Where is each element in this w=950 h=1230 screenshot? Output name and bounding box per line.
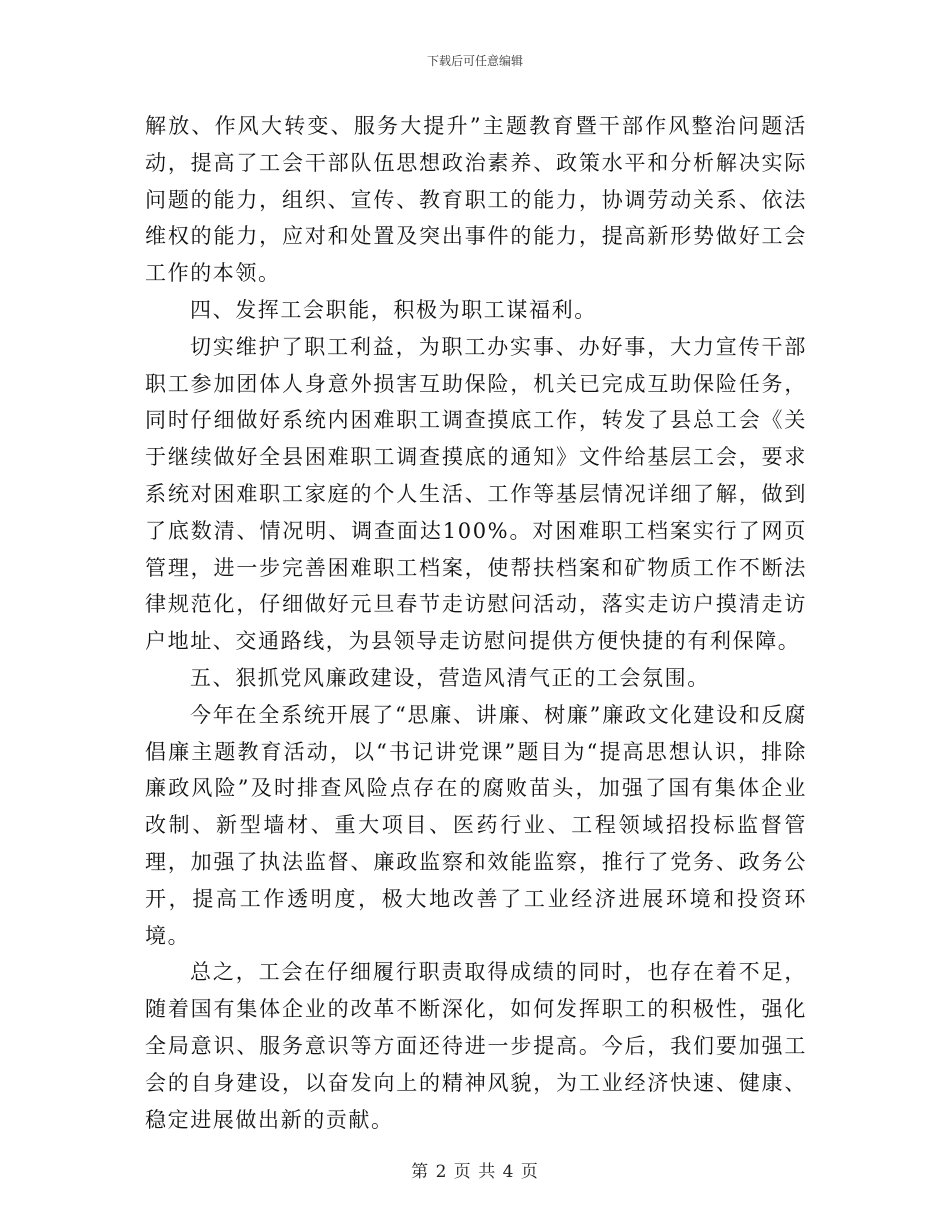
document-body bbox=[145, 108, 807, 1138]
section-heading-5: 五、狠抓党风廉政建设，营造风清气正的工会氛围。 bbox=[190, 665, 710, 690]
paragraph-conclusion: 总之，工会在仔细履行职责取得成绩的同时，也存在着不足，随着国有集体企业的改革不断深化，如何发挥职工的积极性，强化全局意识、服务意识等方面还待进一步提高。今后，我们要加强工会的自身建设，以奋发向上的精神风貌，为工业经济快速、健康、稳定进展做出新的贡献。 bbox=[145, 960, 807, 1132]
page-number-footer: 第 2 页 共 4 页 bbox=[411, 1162, 539, 1182]
section-heading-4: 四、发挥工会职能，积极为职工谋福利。 bbox=[190, 297, 597, 322]
paragraph-continuation: 解放、作风大转变、服务大提升”主题教育暨干部作风整治问题活动，提高了工会干部队伍思想政治素养、政策水平和分析解决实际问题的能力，组织、宣传、教育职工的能力，协调劳动关系、依法维权的能力，应对和处置及突出事件的能力，提高新形势做好工会工作的本领。 bbox=[145, 114, 807, 286]
page-header: 下载后可任意编辑 bbox=[426, 54, 523, 68]
paragraph-integrity: 今年在全系统开展了“思廉、讲廉、树廉”廉政文化建设和反腐倡廉主题教育活动，以“书记讲党课”题目为“提高思想认识，排除廉政风险”及时排查风险点存在的腐败苗头，加强了国有集体企业改制、新型墙材、重大项目、医药行业、工程领域招投标监督管理，加强了执法监督、廉政监察和效能监察，推行了党务、政务公开，提高工作透明度，极大地改善了工业经济进展环境和投资环境。 bbox=[145, 702, 807, 948]
paragraph-worker-welfare: 切实维护了职工利益，为职工办实事、办好事，大力宣传干部职工参加团体人身意外损害互助保险，机关已完成互助保险任务，同时仔细做好系统内困难职工调查摸底工作，转发了县总工会《关于继续做好全县困难职工调查摸底的通知》文件给基层工会，要求系统对困难职工家庭的个人生活、工作等基层情况详细了解，做到了底数清、情况明、调查面达100%。对困难职工档案实行了网页管理，进一步完善困难职工档案，使帮扶档案和矿物质工作不断法律规范化，仔细做好元旦春节走访慰问活动，落实走访户摸清走访户地址、交通路线，为县领导走访慰问提供方便快捷的有利保障。 bbox=[145, 334, 807, 654]
